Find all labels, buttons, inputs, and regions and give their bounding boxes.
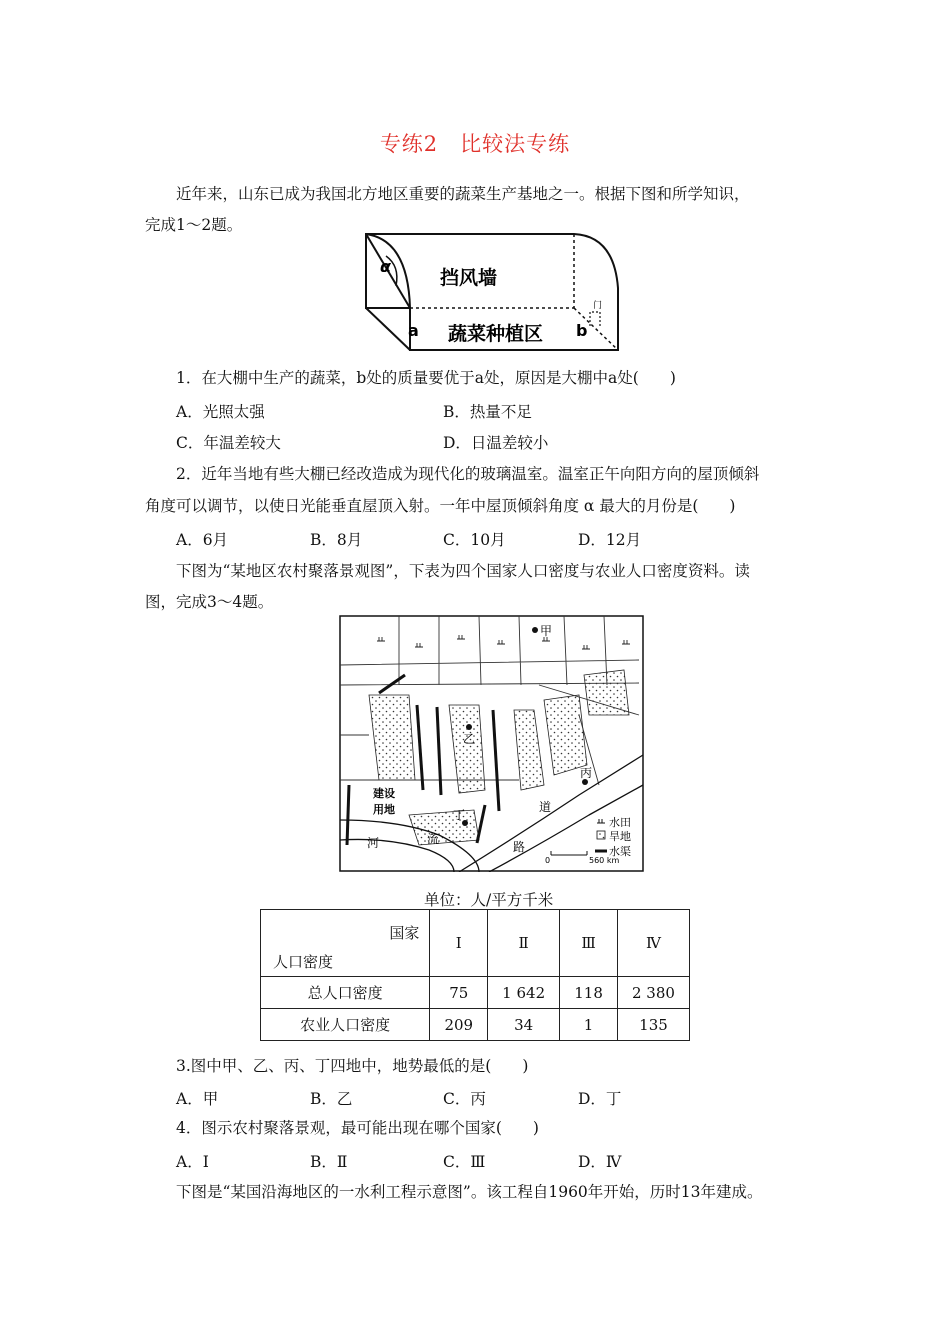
question-2-option-d[interactable]: D．12月 bbox=[578, 531, 642, 549]
question-4-option-a[interactable]: A．Ⅰ bbox=[176, 1153, 209, 1171]
planting-area-label: 蔬菜种植区 bbox=[448, 323, 544, 345]
question-2-line-2: 角度可以调节，以使日光能垂直屋顶入射。一年中屋顶倾斜角度 α 最大的月份是( ) bbox=[145, 497, 736, 515]
question-2-option-a[interactable]: A．6月 bbox=[176, 531, 229, 549]
alpha-label: α bbox=[380, 257, 391, 276]
intro-paragraph-2-line-1: 下图为“某地区农村聚落景观图”，下表为四个国家人口密度与农业人口密度资料。读 bbox=[176, 562, 750, 580]
wall-label: 挡风墙 bbox=[440, 267, 498, 289]
question-2-line-1: 2．近年当地有些大棚已经改造成为现代化的玻璃温室。温室正午向阳方向的屋顶倾斜 bbox=[176, 465, 760, 483]
question-3-option-c[interactable]: C．丙 bbox=[443, 1090, 486, 1108]
question-4-option-c[interactable]: C．Ⅲ bbox=[443, 1153, 486, 1171]
scale-zero-label: 0 bbox=[545, 856, 551, 865]
point-a-label: a bbox=[408, 321, 419, 340]
question-2-option-c[interactable]: C．10月 bbox=[443, 531, 506, 549]
table-row bbox=[261, 1009, 690, 1041]
point-b-label: b bbox=[576, 321, 588, 340]
point-ding-label: 丁 bbox=[453, 808, 466, 822]
table-row-label: 农业人口密度 bbox=[261, 1009, 430, 1041]
page-title: 专练2 比较法专练 bbox=[379, 132, 571, 156]
table-cell: 1 642 bbox=[488, 977, 560, 1009]
question-3-stem: 3.图中甲、乙、丙、丁四地中，地势最低的是( ) bbox=[176, 1057, 529, 1075]
table-row-label: 总人口密度 bbox=[261, 977, 430, 1009]
road-label-1: 道 bbox=[539, 800, 552, 814]
legend-canal-label: 水渠 bbox=[609, 845, 631, 858]
question-4-option-d[interactable]: D．Ⅳ bbox=[578, 1153, 622, 1171]
table-corner-density: 人口密度 bbox=[273, 953, 334, 971]
construction-land-label-2: 用地 bbox=[373, 803, 395, 816]
table-cell: 209 bbox=[430, 1009, 488, 1041]
question-4-option-b[interactable]: B．Ⅱ bbox=[310, 1153, 348, 1171]
table-cell: 135 bbox=[617, 1009, 689, 1041]
table-corner-cell bbox=[261, 910, 430, 977]
river-label-2: 流 bbox=[427, 832, 440, 846]
construction-land-label-1: 建设 bbox=[373, 787, 395, 800]
door-label: 门 bbox=[593, 301, 603, 311]
table-header-country-4: Ⅳ bbox=[617, 910, 689, 977]
question-1-option-d[interactable]: D．日温差较小 bbox=[443, 434, 549, 452]
question-3-option-d[interactable]: D．丁 bbox=[578, 1090, 622, 1108]
table-header-country-2: Ⅱ bbox=[488, 910, 560, 977]
question-3-option-a[interactable]: A．甲 bbox=[176, 1090, 219, 1108]
table-header-row bbox=[261, 910, 690, 977]
question-1-option-a[interactable]: A．光照太强 bbox=[176, 403, 265, 421]
table-cell: 1 bbox=[560, 1009, 618, 1041]
intro-paragraph-1-line-2: 完成1～2题。 bbox=[145, 216, 243, 234]
intro-paragraph-2-line-2: 图，完成3～4题。 bbox=[145, 593, 274, 611]
legend-dryland-label: 旱地 bbox=[609, 830, 631, 843]
table-cell: 118 bbox=[560, 977, 618, 1009]
river-label-1: 河 bbox=[367, 836, 380, 850]
intro-paragraph-3: 下图是“某国沿海地区的一水利工程示意图”。该工程自1960年开始，历时13年建成。 bbox=[176, 1183, 763, 1201]
table-unit: 单位：人/平方千米 bbox=[424, 891, 554, 909]
question-1-option-c[interactable]: C．年温差较大 bbox=[176, 434, 281, 452]
table-row bbox=[261, 977, 690, 1009]
table-cell: 75 bbox=[430, 977, 488, 1009]
question-3-option-b[interactable]: B．乙 bbox=[310, 1090, 353, 1108]
point-jia-label: 甲 bbox=[540, 624, 553, 638]
table-corner-country: 国家 bbox=[389, 924, 420, 942]
table-cell: 2 380 bbox=[617, 977, 689, 1009]
question-2-option-b[interactable]: B．8月 bbox=[310, 531, 363, 549]
point-yi-label: 乙 bbox=[463, 732, 476, 746]
village-landscape-map bbox=[339, 615, 644, 872]
scale-length-label: 560 km bbox=[589, 856, 620, 865]
road-label-2: 路 bbox=[513, 840, 526, 854]
question-1-option-b[interactable]: B．热量不足 bbox=[443, 403, 532, 421]
table-header-country-1: Ⅰ bbox=[430, 910, 488, 977]
intro-paragraph-1-line-1: 近年来，山东已成为我国北方地区重要的蔬菜生产基地之一。根据下图和所学知识， bbox=[176, 185, 750, 203]
population-density-table bbox=[260, 909, 690, 1041]
greenhouse-figure bbox=[356, 232, 622, 356]
table-header-country-3: Ⅲ bbox=[560, 910, 618, 977]
table-cell: 34 bbox=[488, 1009, 560, 1041]
legend-paddy-label: 水田 bbox=[609, 816, 631, 829]
question-4-stem: 4．图示农村聚落景观，最可能出现在哪个国家( ) bbox=[176, 1119, 539, 1137]
point-bing-label: 丙 bbox=[580, 766, 593, 780]
question-1-stem: 1．在大棚中生产的蔬菜，b处的质量要优于a处，原因是大棚中a处( ) bbox=[176, 369, 676, 387]
